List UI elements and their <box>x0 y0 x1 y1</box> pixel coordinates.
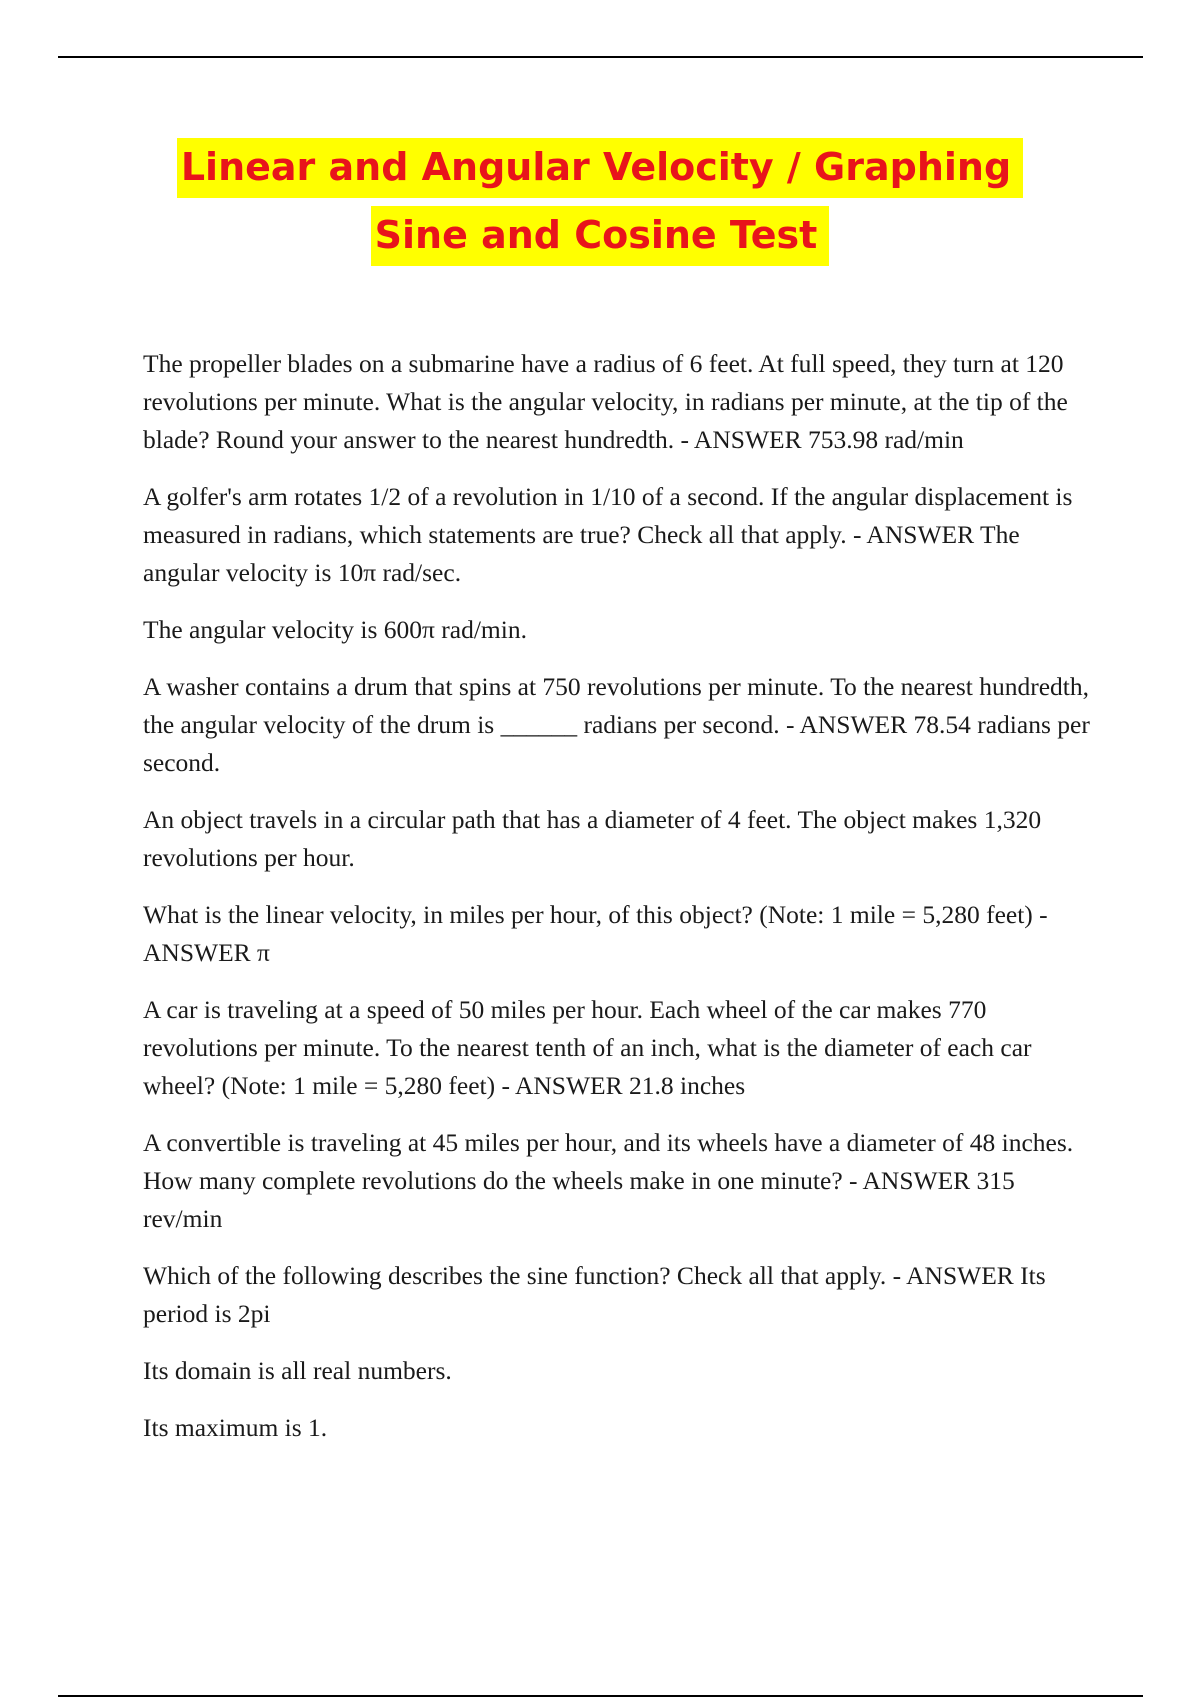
document-body <box>143 345 1093 1466</box>
paragraph-car-question: A car is traveling at a speed of 50 miles per hour. Each wheel of the car makes 770 revolutions per minute. To the nearest tenth of an inch, what is the diameter of each car wheel? (Note: 1 mile = 5,280 feet) - ANSWER 21.8 inches <box>143 995 1032 1100</box>
paragraph-sine-answer-3: Its maximum is 1. <box>143 1413 328 1442</box>
title-block <box>0 138 1200 266</box>
paragraph-object-question: What is the linear velocity, in miles per hour, of this object? (Note: 1 mile = 5,280 feet) - ANSWER π <box>143 900 1048 967</box>
paragraph-golfer-answer-2: The angular velocity is 600π rad/min. <box>143 615 527 644</box>
top-rule <box>58 56 1143 58</box>
bottom-rule <box>58 1695 1143 1697</box>
paragraph-sine-answer-2: Its domain is all real numbers. <box>143 1356 452 1385</box>
title-line-2: Sine and Cosine Test <box>371 206 830 266</box>
paragraph-washer-question: A washer contains a drum that spins at 750 revolutions per minute. To the nearest hundredth, the angular velocity of the drum is ______ radians per second. - ANSWER 78.54 radians per second. <box>143 672 1090 777</box>
paragraph-propeller-question: The propeller blades on a submarine have a radius of 6 feet. At full speed, they turn at 120 revolutions per minute. What is the angular velocity, in radians per minute, at the tip of the blade? Round your answer to the nearest hundredth. - ANSWER 753.98 rad/min <box>143 349 1068 454</box>
title-line-1: Linear and Angular Velocity / Graphing <box>177 138 1023 198</box>
paragraph-convertible-question: A convertible is traveling at 45 miles per hour, and its wheels have a diameter of 48 inches. How many complete revolutions do the wheels make in one minute? - ANSWER 315 rev/min <box>143 1128 1074 1233</box>
paragraph-object-setup: An object travels in a circular path that has a diameter of 4 feet. The object makes 1,320 revolutions per hour. <box>143 805 1042 872</box>
paragraph-golfer-question: A golfer's arm rotates 1/2 of a revolution in 1/10 of a second. If the angular displacement is measured in radians, which statements are true? Check all that apply. - ANSWER The angular velocity is 10π rad/sec. <box>143 482 1073 587</box>
paragraph-sine-question: Which of the following describes the sine function? Check all that apply. - ANSWER Its period is 2pi <box>143 1261 1046 1328</box>
